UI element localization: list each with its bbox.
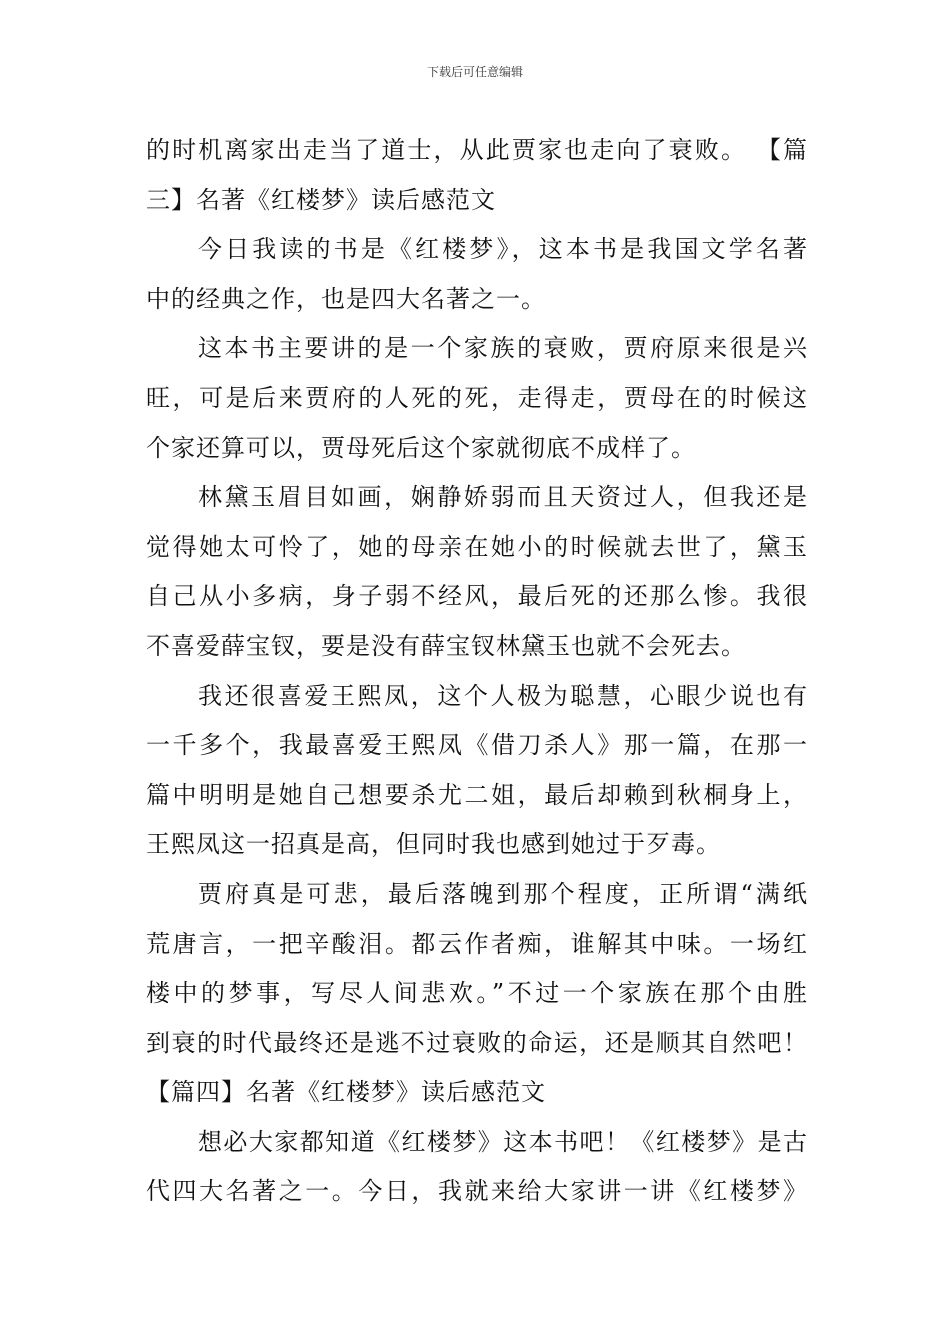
text-line: 中的经典之作，也是四大名著之一。	[146, 284, 546, 313]
text-line: 荒唐言，一把辛酸泪。都云作者痴，谁解其中味。一场红	[146, 929, 808, 958]
text-line: 的时机离家出走当了道士，从此贾家也走向了衰败。 【篇	[146, 136, 808, 164]
text-line: 旺，可是后来贾府的人死的死，走得走，贾母在的时候这	[146, 383, 808, 412]
document-body	[146, 126, 808, 1217]
paragraph-first-line: 想必大家都知道《红楼梦》这本书吧！《红楼梦》是古	[198, 1127, 808, 1156]
text-line: 不喜爱薛宝钗，要是没有薛宝钗林黛玉也就不会死去。	[146, 631, 746, 660]
text-line: 三】名著《红楼梦》读后感范文	[146, 185, 496, 214]
text-line: 觉得她太可怜了，她的母亲在她小的时候就去世了，黛玉	[146, 532, 808, 561]
text-line: 一千多个，我最喜爱王熙凤《借刀杀人》那一篇，在那一	[146, 731, 808, 760]
page-header: 下载后可任意编辑	[426, 65, 523, 79]
paragraph-first-line: 林黛玉眉目如画，娴静娇弱而且天资过人，但我还是	[198, 483, 808, 512]
text-line: 王熙凤这一招真是高，但同时我也感到她过于歹毒。	[146, 830, 721, 859]
text-line: 自己从小多病，身子弱不经风，最后死的还那么惨。我很	[146, 582, 808, 611]
text-line: 篇中明明是她自己想要杀尤二姐，最后却赖到秋桐身上，	[146, 780, 808, 809]
paragraph-first-line: 我还很喜爱王熙凤，这个人极为聪慧，心眼少说也有	[198, 681, 808, 710]
paragraph-first-line: 今日我读的书是《红楼梦》，这本书是我国文学名著	[198, 235, 808, 264]
paragraph-first-line: 贾府真是可悲，最后落魄到那个程度，正所谓“满纸	[198, 879, 808, 908]
text-line: 代四大名著之一。今日，我就来给大家讲一讲《红楼梦》	[146, 1177, 808, 1206]
text-line: 到衰的时代最终还是逃不过衰败的命运，还是顺其自然吧！	[146, 1028, 808, 1057]
text-line: 个家还算可以，贾母死后这个家就彻底不成样了。	[146, 433, 696, 462]
text-line: 楼中的梦事，写尽人间悲欢。”不过一个家族在那个由胜	[146, 979, 808, 1008]
text-line: 【篇四】名著《红楼梦》读后感范文	[146, 1078, 546, 1107]
paragraph-first-line: 这本书主要讲的是一个家族的衰败，贾府原来很是兴	[198, 334, 808, 363]
